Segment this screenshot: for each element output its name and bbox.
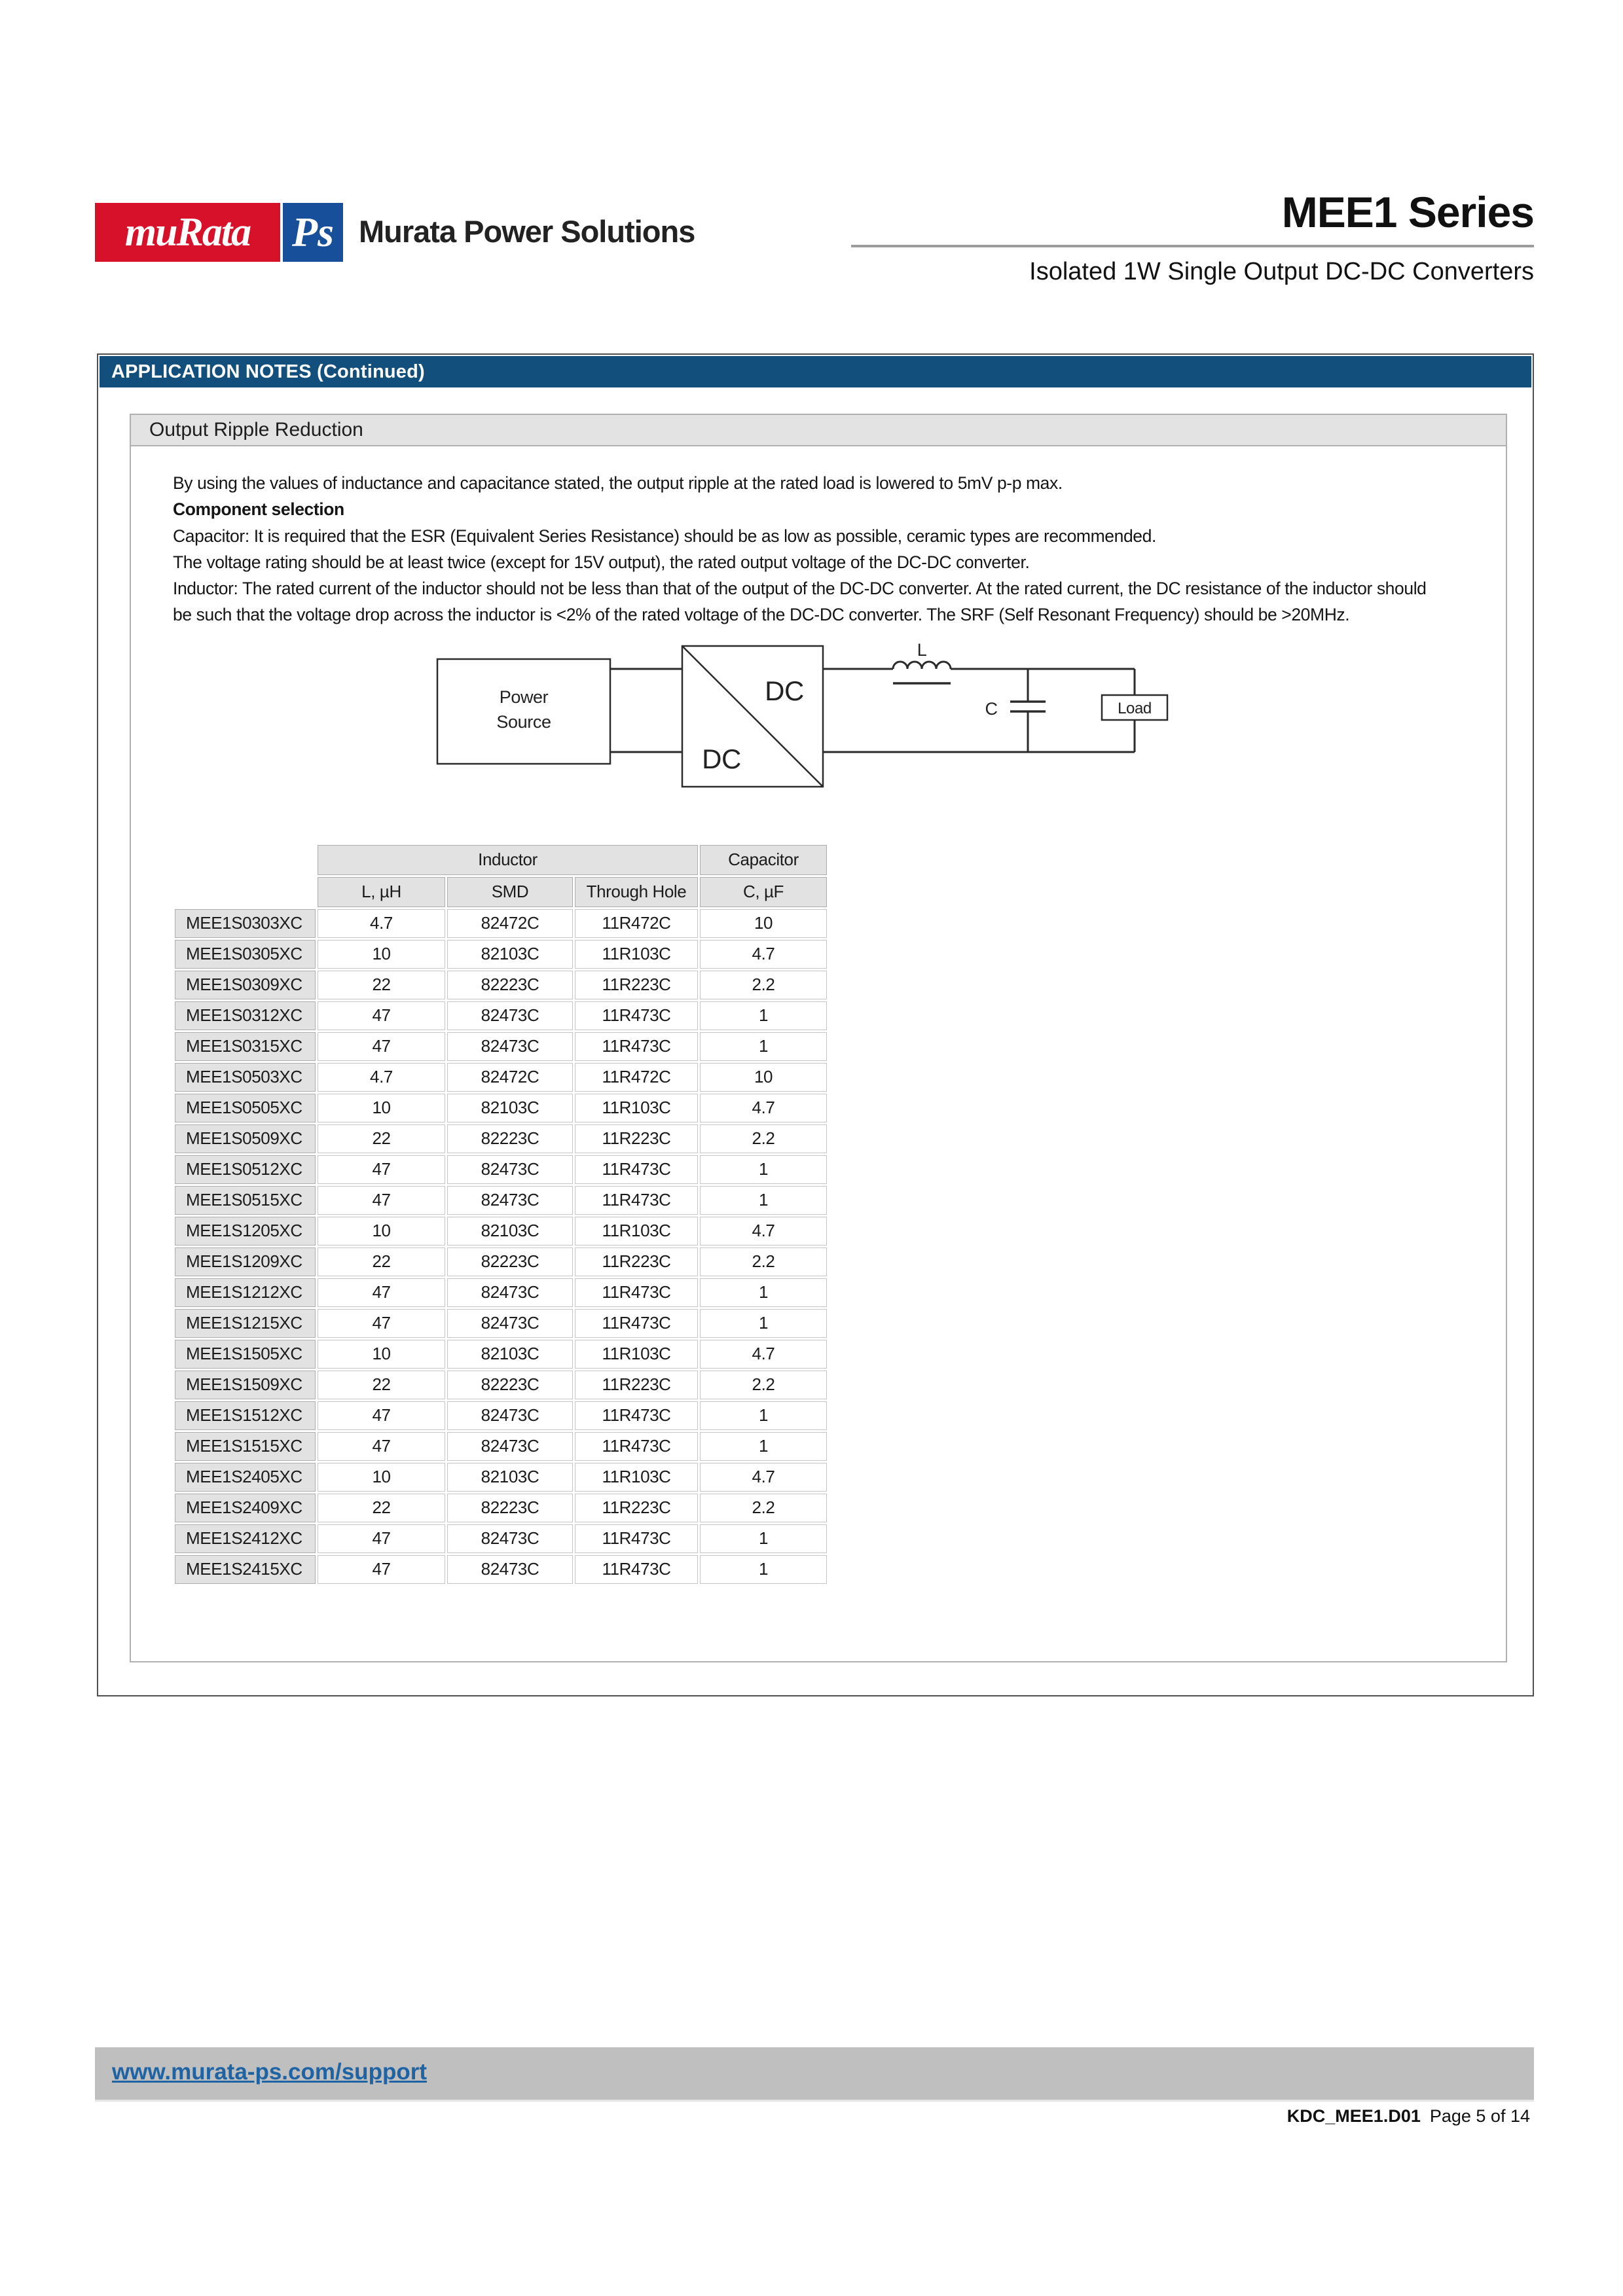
part-value-cell: 11R103C bbox=[575, 1217, 698, 1246]
part-value-cell: 11R103C bbox=[575, 1340, 698, 1369]
part-number-cell: MEE1S0303XC bbox=[175, 909, 316, 938]
column-header-through-hole: Through Hole bbox=[575, 877, 698, 907]
part-value-cell: 22 bbox=[318, 1494, 445, 1522]
part-value-cell: 82473C bbox=[447, 1432, 573, 1461]
inductor-label: L bbox=[917, 639, 927, 660]
part-value-cell: 82103C bbox=[447, 1463, 573, 1492]
column-header-smd: SMD bbox=[447, 877, 573, 907]
doc-id: KDC_MEE1.D01 bbox=[1286, 2106, 1421, 2126]
series-subtitle: Isolated 1W Single Output DC-DC Converters bbox=[1029, 258, 1534, 285]
part-value-cell: 10 bbox=[318, 940, 445, 969]
part-value-cell: 11R473C bbox=[575, 1186, 698, 1215]
footer-docline bbox=[1287, 2106, 1530, 2126]
murata-logo bbox=[95, 203, 280, 262]
power-source-label-line1: Power bbox=[499, 687, 549, 707]
part-number-cell: MEE1S0305XC bbox=[175, 940, 316, 969]
part-value-cell: 11R223C bbox=[575, 1247, 698, 1276]
table-row bbox=[175, 1340, 827, 1369]
part-number-cell: MEE1S0509XC bbox=[175, 1124, 316, 1153]
part-value-cell: 11R473C bbox=[575, 1309, 698, 1338]
part-value-cell: 82472C bbox=[447, 1063, 573, 1092]
ps-logo bbox=[283, 203, 343, 262]
capacitor-label: C bbox=[985, 698, 998, 719]
output-ripple-header: Output Ripple Reduction bbox=[131, 415, 1506, 446]
table-row bbox=[175, 1094, 827, 1122]
parts-table-body bbox=[175, 909, 827, 1584]
application-notes-section bbox=[97, 353, 1534, 1696]
part-value-cell: 82473C bbox=[447, 1401, 573, 1430]
part-number-cell: MEE1S0505XC bbox=[175, 1094, 316, 1122]
part-value-cell: 22 bbox=[318, 1247, 445, 1276]
part-number-cell: MEE1S0515XC bbox=[175, 1186, 316, 1215]
inductor-coil-icon bbox=[893, 662, 951, 669]
part-number-cell: MEE1S0309XC bbox=[175, 971, 316, 999]
part-value-cell: 2.2 bbox=[700, 1371, 827, 1399]
part-number-cell: MEE1S1515XC bbox=[175, 1432, 316, 1461]
part-value-cell: 47 bbox=[318, 1278, 445, 1307]
part-value-cell: 11R473C bbox=[575, 1555, 698, 1584]
part-value-cell: 4.7 bbox=[700, 1094, 827, 1122]
part-value-cell: 1 bbox=[700, 1186, 827, 1215]
part-value-cell: 10 bbox=[318, 1463, 445, 1492]
ps-logo-text: Ps bbox=[292, 209, 334, 255]
table-row bbox=[175, 1432, 827, 1461]
table-row bbox=[175, 1555, 827, 1584]
part-value-cell: 11R473C bbox=[575, 1001, 698, 1030]
murata-logo-text: muRata bbox=[124, 209, 251, 255]
part-value-cell: 82223C bbox=[447, 971, 573, 999]
dc-bottom-label: DC bbox=[702, 743, 741, 774]
part-value-cell: 82473C bbox=[447, 1278, 573, 1307]
part-value-cell: 1 bbox=[700, 1001, 827, 1030]
footer-bar bbox=[95, 2047, 1534, 2102]
table-group-header-row bbox=[175, 845, 827, 875]
output-ripple-body bbox=[131, 446, 1438, 1586]
part-value-cell: 11R103C bbox=[575, 940, 698, 969]
capacitor-paragraph-line2: The voltage rating should be at least twice (except for 15V output), the rated output voltage of the DC-DC converter. bbox=[173, 552, 1030, 572]
component-selection-heading: Component selection bbox=[173, 499, 344, 520]
part-value-cell: 4.7 bbox=[318, 1063, 445, 1092]
part-value-cell: 11R473C bbox=[575, 1524, 698, 1553]
part-value-cell: 82223C bbox=[447, 1494, 573, 1522]
part-value-cell: 11R472C bbox=[575, 909, 698, 938]
part-value-cell: 82103C bbox=[447, 940, 573, 969]
part-number-cell: MEE1S1512XC bbox=[175, 1401, 316, 1430]
application-notes-bar: APPLICATION NOTES (Continued) bbox=[100, 356, 1531, 387]
table-row bbox=[175, 1401, 827, 1430]
column-header-l: L, µH bbox=[318, 877, 445, 907]
part-value-cell: 1 bbox=[700, 1524, 827, 1553]
table-row bbox=[175, 1494, 827, 1522]
part-value-cell: 1 bbox=[700, 1432, 827, 1461]
part-value-cell: 10 bbox=[318, 1340, 445, 1369]
part-value-cell: 11R472C bbox=[575, 1063, 698, 1092]
table-row bbox=[175, 1371, 827, 1399]
part-value-cell: 2.2 bbox=[700, 1494, 827, 1522]
part-number-cell: MEE1S1215XC bbox=[175, 1309, 316, 1338]
part-number-cell: MEE1S1505XC bbox=[175, 1340, 316, 1369]
part-value-cell: 4.7 bbox=[700, 940, 827, 969]
power-source-label-line2: Source bbox=[496, 711, 551, 732]
part-value-cell: 10 bbox=[318, 1217, 445, 1246]
table-row bbox=[175, 1063, 827, 1092]
parts-table bbox=[173, 843, 829, 1586]
series-title: MEE1 Series bbox=[1281, 188, 1534, 236]
capacitor-group-header: Capacitor bbox=[700, 845, 827, 875]
part-value-cell: 47 bbox=[318, 1524, 445, 1553]
part-value-cell: 2.2 bbox=[700, 1247, 827, 1276]
part-value-cell: 4.7 bbox=[700, 1340, 827, 1369]
part-value-cell: 11R473C bbox=[575, 1401, 698, 1430]
part-value-cell: 11R473C bbox=[575, 1032, 698, 1061]
part-value-cell: 82473C bbox=[447, 1555, 573, 1584]
part-value-cell: 11R103C bbox=[575, 1094, 698, 1122]
part-value-cell: 47 bbox=[318, 1001, 445, 1030]
part-number-cell: MEE1S2412XC bbox=[175, 1524, 316, 1553]
part-value-cell: 82103C bbox=[447, 1217, 573, 1246]
part-number-cell: MEE1S0512XC bbox=[175, 1155, 316, 1184]
part-value-cell: 11R473C bbox=[575, 1278, 698, 1307]
header-divider bbox=[851, 245, 1534, 247]
part-number-cell: MEE1S1205XC bbox=[175, 1217, 316, 1246]
part-value-cell: 82473C bbox=[447, 1309, 573, 1338]
table-row bbox=[175, 1217, 827, 1246]
part-value-cell: 10 bbox=[700, 1063, 827, 1092]
part-value-cell: 47 bbox=[318, 1432, 445, 1461]
table-row bbox=[175, 1001, 827, 1030]
part-value-cell: 82223C bbox=[447, 1124, 573, 1153]
part-value-cell: 1 bbox=[700, 1278, 827, 1307]
table-row bbox=[175, 1124, 827, 1153]
part-value-cell: 82473C bbox=[447, 1032, 573, 1061]
part-number-cell: MEE1S1509XC bbox=[175, 1371, 316, 1399]
part-value-cell: 82103C bbox=[447, 1340, 573, 1369]
table-corner-cell bbox=[175, 845, 316, 875]
part-value-cell: 11R223C bbox=[575, 1494, 698, 1522]
part-number-cell: MEE1S1212XC bbox=[175, 1278, 316, 1307]
part-value-cell: 22 bbox=[318, 971, 445, 999]
table-row bbox=[175, 1247, 827, 1276]
part-value-cell: 1 bbox=[700, 1309, 827, 1338]
capacitor-paragraph bbox=[173, 523, 1438, 576]
part-value-cell: 47 bbox=[318, 1309, 445, 1338]
part-value-cell: 11R223C bbox=[575, 971, 698, 999]
part-value-cell: 47 bbox=[318, 1555, 445, 1584]
part-number-cell: MEE1S0312XC bbox=[175, 1001, 316, 1030]
part-value-cell: 11R473C bbox=[575, 1432, 698, 1461]
part-value-cell: 1 bbox=[700, 1401, 827, 1430]
table-row bbox=[175, 1524, 827, 1553]
table-corner-cell bbox=[175, 877, 316, 907]
part-value-cell: 47 bbox=[318, 1032, 445, 1061]
part-value-cell: 82472C bbox=[447, 909, 573, 938]
table-row bbox=[175, 909, 827, 938]
part-number-cell: MEE1S2409XC bbox=[175, 1494, 316, 1522]
part-value-cell: 22 bbox=[318, 1124, 445, 1153]
part-value-cell: 47 bbox=[318, 1186, 445, 1215]
part-value-cell: 82223C bbox=[447, 1247, 573, 1276]
part-value-cell: 10 bbox=[700, 909, 827, 938]
part-value-cell: 11R223C bbox=[575, 1124, 698, 1153]
column-header-c: C, µF bbox=[700, 877, 827, 907]
part-value-cell: 47 bbox=[318, 1155, 445, 1184]
part-value-cell: 47 bbox=[318, 1401, 445, 1430]
load-label: Load bbox=[1118, 699, 1152, 717]
table-row bbox=[175, 1186, 827, 1215]
table-row bbox=[175, 1032, 827, 1061]
part-number-cell: MEE1S0315XC bbox=[175, 1032, 316, 1061]
part-value-cell: 4.7 bbox=[700, 1217, 827, 1246]
part-value-cell: 82473C bbox=[447, 1524, 573, 1553]
part-number-cell: MEE1S2405XC bbox=[175, 1463, 316, 1492]
part-value-cell: 1 bbox=[700, 1155, 827, 1184]
intro-paragraph: By using the values of inductance and capacitance stated, the output ripple at the rated load is lowered to 5mV p-p max. bbox=[173, 473, 1063, 493]
page-number: Page 5 of 14 bbox=[1429, 2106, 1530, 2126]
part-value-cell: 4.7 bbox=[318, 909, 445, 938]
part-value-cell: 2.2 bbox=[700, 971, 827, 999]
part-value-cell: 82103C bbox=[447, 1094, 573, 1122]
part-value-cell: 82473C bbox=[447, 1155, 573, 1184]
part-value-cell: 82473C bbox=[447, 1186, 573, 1215]
part-value-cell: 11R223C bbox=[575, 1371, 698, 1399]
table-row bbox=[175, 971, 827, 999]
part-value-cell: 2.2 bbox=[700, 1124, 827, 1153]
part-number-cell: MEE1S1209XC bbox=[175, 1247, 316, 1276]
part-value-cell: 82473C bbox=[447, 1001, 573, 1030]
table-row bbox=[175, 940, 827, 969]
circuit-diagram bbox=[433, 636, 1180, 800]
part-value-cell: 82223C bbox=[447, 1371, 573, 1399]
table-row bbox=[175, 1309, 827, 1338]
capacitor-paragraph-line1: Capacitor: It is required that the ESR (Equivalent Series Resistance) should be as low as possible, ceramic types are recommended. bbox=[173, 526, 1156, 546]
part-value-cell: 4.7 bbox=[700, 1463, 827, 1492]
part-value-cell: 1 bbox=[700, 1032, 827, 1061]
inductor-group-header: Inductor bbox=[318, 845, 698, 875]
table-column-header-row bbox=[175, 877, 827, 907]
table-row bbox=[175, 1155, 827, 1184]
support-link[interactable]: www.murata-ps.com/support bbox=[112, 2059, 427, 2085]
part-value-cell: 11R103C bbox=[575, 1463, 698, 1492]
part-number-cell: MEE1S2415XC bbox=[175, 1555, 316, 1584]
part-value-cell: 10 bbox=[318, 1094, 445, 1122]
part-value-cell: 22 bbox=[318, 1371, 445, 1399]
output-ripple-box bbox=[130, 414, 1507, 1662]
inductor-paragraph: Inductor: The rated current of the inductor should not be less than that of the output of the DC-DC converter. At the rated current, the DC resistance of the inductor should be such that the voltage drop across the inductor is <2% of the rated voltage of the DC-DC converter. The SRF (Self Resonant Frequency) should be >20MHz. bbox=[173, 579, 1427, 625]
table-row bbox=[175, 1463, 827, 1492]
part-value-cell: 11R473C bbox=[575, 1155, 698, 1184]
table-row bbox=[175, 1278, 827, 1307]
power-source-box bbox=[437, 659, 610, 764]
part-number-cell: MEE1S0503XC bbox=[175, 1063, 316, 1092]
dc-top-label: DC bbox=[765, 675, 804, 706]
brand-text: Murata Power Solutions bbox=[359, 214, 695, 249]
part-value-cell: 1 bbox=[700, 1555, 827, 1584]
